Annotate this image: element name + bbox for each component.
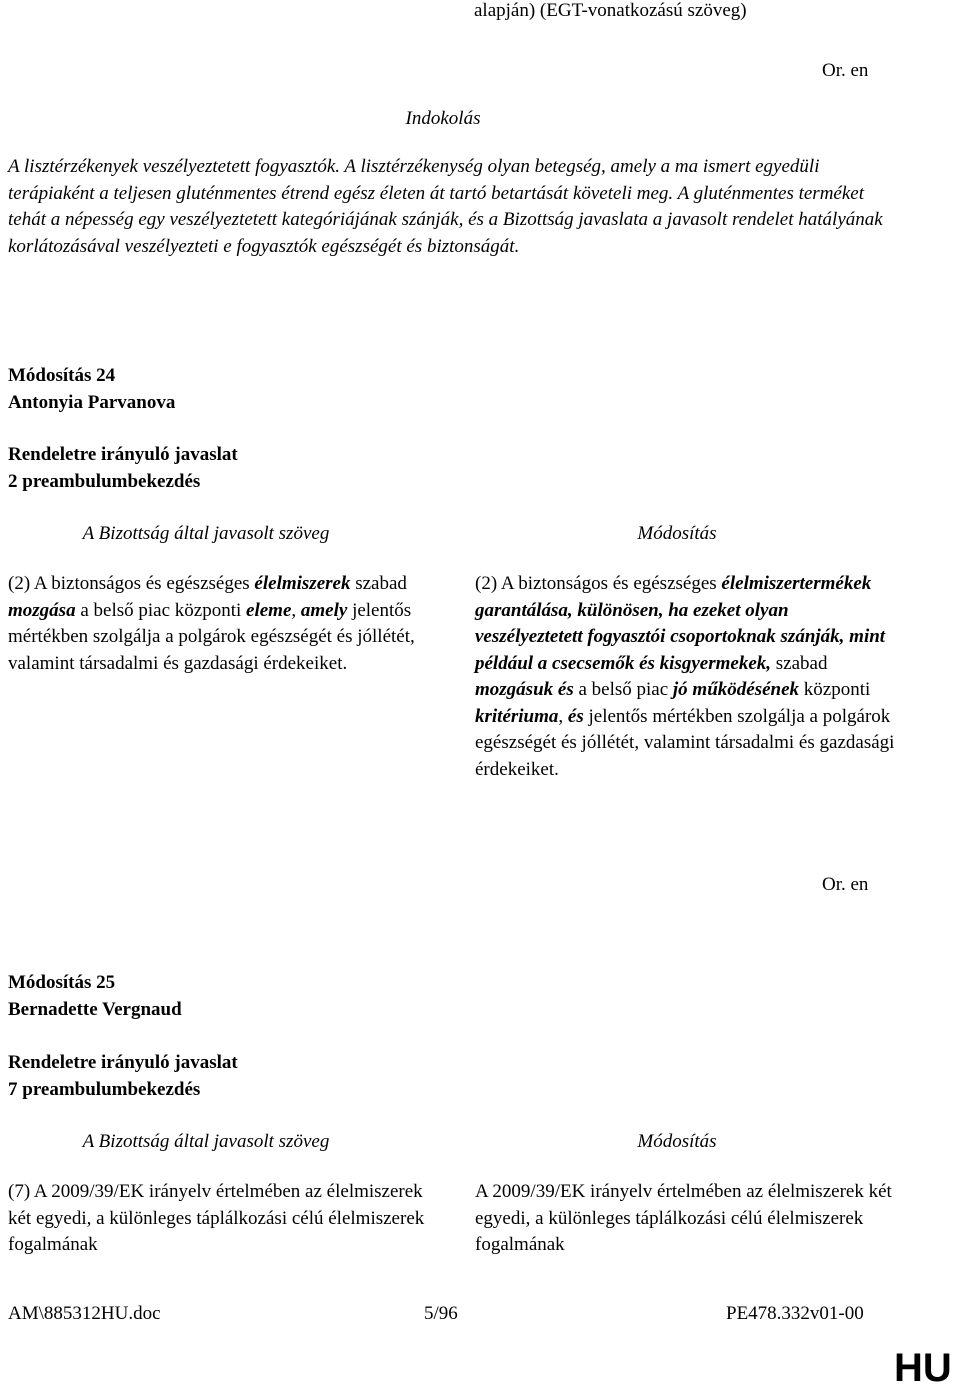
text-span: a belső piac központi (75, 599, 247, 621)
footer-language-code: HU (894, 1346, 952, 1390)
changed-text-span: élelmiszerek (254, 573, 351, 594)
changed-text-span: mozgása (8, 599, 76, 621)
footer-document-id: AM\885312HU.doc (8, 1303, 161, 1324)
amendment-document: Rendeletre irányuló javaslat (8, 444, 238, 465)
original-language-label: Or. en (822, 60, 869, 81)
amendment-document: Rendeletre irányuló javaslat (8, 1052, 238, 1073)
commission-text-column-heading: A Bizottság által javasolt szöveg (82, 1131, 330, 1152)
amendment-author: Bernadette Vergnaud (8, 999, 182, 1020)
text-span: (7) A 2009/39/EK irányelv értelmében az élelmiszerek két egyedi, a különleges táplálkozási célú élelmiszerek fogalmának (8, 1181, 425, 1255)
text-span: szabad (771, 652, 828, 674)
amendment-column-heading: Módosítás (637, 523, 717, 544)
original-language-label: Or. en (822, 874, 869, 895)
text-span: (2) A biztonságos és egészséges (8, 573, 255, 594)
top-continuation-text: alapján) (EGT-vonatkozású szöveg) (474, 0, 747, 21)
text-span: A 2009/39/EK irányelv értelmében az élelmiszerek két egyedi, a különleges táplálkozási célú élelmiszerek fogalmának (475, 1181, 892, 1255)
changed-text-span: amely (300, 599, 348, 621)
justification-text: A lisztérzékenyek veszélyeztetett fogyasztók. A lisztérzékenység olyan betegség, amely a ma ismert egyedüli terápiaként a teljesen gluténmentes étrend egész életen át tartó betartását követeli meg. A gluténmentes terméket tehát a népesség egy veszélyeztetett kategóriájának szánják, és a Bizottság javaslata a javasolt rendelet hatályának korlátozásával veszélyezteti e fogyasztók egészségét és biztonságát. (8, 156, 883, 257)
text-span: jelentős mértékben szolgálja a polgárok egészségét és jóllétét, valamint társadalmi és gazdasági érdekeiket. (475, 705, 895, 780)
footer-pe-reference: PE478.332v01-00 (726, 1303, 864, 1324)
amendment-text-paragraph (475, 1179, 895, 1259)
changed-text-span: kritériuma (475, 705, 559, 727)
text-span: jelentős mértékben szolgálja a polgárok egészségét és jóllétét, valamint társadalmi és gazdasági érdekeiket. (8, 599, 415, 674)
commission-text-column-heading: A Bizottság által javasolt szöveg (82, 523, 330, 544)
changed-text-span: eleme (246, 599, 292, 621)
amendment-column-heading: Módosítás (637, 1131, 717, 1152)
text-span: (2) A biztonságos és egészséges (475, 573, 722, 594)
amendment-reference: 2 preambulumbekezdés (8, 471, 201, 492)
changed-text-span: jó működésének (672, 679, 800, 700)
text-span: , (558, 705, 568, 727)
text-span: szabad (350, 573, 407, 594)
amendment-number: Módosítás 24 (8, 365, 116, 386)
amendment-author: Antonyia Parvanova (8, 392, 176, 413)
amendment-number: Módosítás 25 (8, 972, 116, 993)
changed-text-span: mozgásuk és (475, 679, 574, 700)
text-span: , (291, 599, 301, 621)
text-span: a belső piac (573, 679, 673, 700)
amendment-text-paragraph (475, 571, 895, 783)
commission-text-paragraph (8, 1179, 428, 1259)
amendment-reference: 7 preambulumbekezdés (8, 1079, 201, 1100)
text-span: központi (799, 679, 871, 700)
changed-text-span: élelmiszertermékek garantálása, különösen, ha ezeket olyan veszélyeztetett fogyasztói csoportoknak szánják, mint például a csecsemők és kisgyermekek, (475, 573, 886, 674)
justification-heading: Indokolás (405, 108, 481, 129)
footer-page-number: 5/96 (424, 1303, 458, 1324)
commission-text-paragraph (8, 571, 428, 677)
changed-text-span: és (567, 705, 584, 727)
